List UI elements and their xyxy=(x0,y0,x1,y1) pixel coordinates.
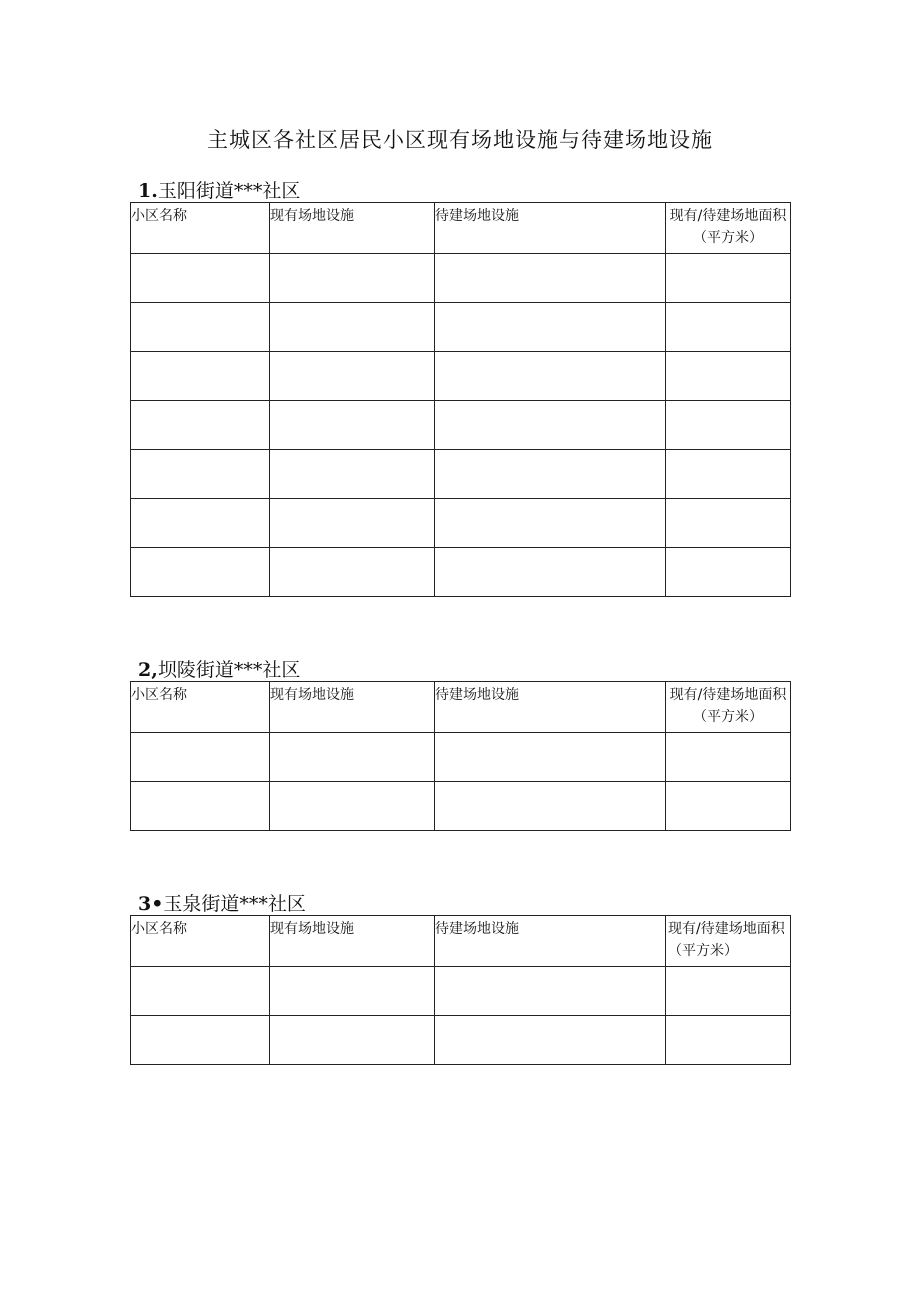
header-community-name: 小区名称 xyxy=(131,682,270,733)
cell-area[interactable] xyxy=(666,782,791,831)
table-row xyxy=(131,782,791,831)
header-existing-facilities: 现有场地设施 xyxy=(270,203,435,254)
cell-area[interactable] xyxy=(666,450,791,499)
cell-planned-facilities[interactable] xyxy=(435,733,666,782)
cell-community-name[interactable] xyxy=(131,733,270,782)
cell-existing-facilities[interactable] xyxy=(270,303,435,352)
cell-area[interactable] xyxy=(666,967,791,1016)
table-row xyxy=(131,401,791,450)
cell-planned-facilities[interactable] xyxy=(435,967,666,1016)
cell-area[interactable] xyxy=(666,303,791,352)
table-header-row xyxy=(131,682,791,733)
table-row xyxy=(131,733,791,782)
cell-existing-facilities[interactable] xyxy=(270,967,435,1016)
cell-existing-facilities[interactable] xyxy=(270,782,435,831)
cell-area[interactable] xyxy=(666,548,791,597)
cell-existing-facilities[interactable] xyxy=(270,401,435,450)
cell-area[interactable] xyxy=(666,401,791,450)
section-3-number: 3• xyxy=(138,893,164,915)
cell-existing-facilities[interactable] xyxy=(270,254,435,303)
section-2-table xyxy=(130,681,791,831)
page-title: 主城区各社区居民小区现有场地设施与待建场地设施 xyxy=(207,128,713,152)
table-header-row xyxy=(131,916,791,967)
header-planned-facilities: 待建场地设施 xyxy=(435,682,666,733)
header-area: 现有/待建场地面积（平方米） xyxy=(666,203,791,254)
cell-area[interactable] xyxy=(666,254,791,303)
section-1-table xyxy=(130,202,791,597)
header-existing-facilities: 现有场地设施 xyxy=(270,916,435,967)
section-1-heading xyxy=(138,176,300,203)
section-1-title: 玉阳街道***社区 xyxy=(157,180,301,202)
table-row xyxy=(131,548,791,597)
cell-community-name[interactable] xyxy=(131,967,270,1016)
cell-existing-facilities[interactable] xyxy=(270,450,435,499)
cell-existing-facilities[interactable] xyxy=(270,1016,435,1065)
header-area: 现有/待建场地面积（平方米） xyxy=(666,916,791,967)
section-3-title: 玉泉街道***社区 xyxy=(163,893,306,915)
header-planned-facilities: 待建场地设施 xyxy=(435,916,666,967)
cell-planned-facilities[interactable] xyxy=(435,303,666,352)
cell-area[interactable] xyxy=(666,733,791,782)
table-row xyxy=(131,450,791,499)
header-planned-facilities: 待建场地设施 xyxy=(435,203,666,254)
header-area: 现有/待建场地面积（平方米） xyxy=(666,682,791,733)
cell-planned-facilities[interactable] xyxy=(435,401,666,450)
table-row xyxy=(131,352,791,401)
cell-existing-facilities[interactable] xyxy=(270,548,435,597)
cell-planned-facilities[interactable] xyxy=(435,548,666,597)
cell-area[interactable] xyxy=(666,499,791,548)
cell-community-name[interactable] xyxy=(131,450,270,499)
cell-existing-facilities[interactable] xyxy=(270,352,435,401)
cell-planned-facilities[interactable] xyxy=(435,1016,666,1065)
cell-planned-facilities[interactable] xyxy=(435,499,666,548)
section-3-table xyxy=(130,915,791,1065)
header-existing-facilities: 现有场地设施 xyxy=(270,682,435,733)
cell-planned-facilities[interactable] xyxy=(435,450,666,499)
section-2-heading xyxy=(138,655,300,682)
cell-community-name[interactable] xyxy=(131,499,270,548)
table-row xyxy=(131,499,791,548)
cell-planned-facilities[interactable] xyxy=(435,254,666,303)
cell-planned-facilities[interactable] xyxy=(435,352,666,401)
section-1-number: 1. xyxy=(138,180,158,202)
cell-community-name[interactable] xyxy=(131,401,270,450)
cell-area[interactable] xyxy=(666,352,791,401)
table-row xyxy=(131,303,791,352)
section-2-number: 2, xyxy=(138,659,158,681)
header-community-name: 小区名称 xyxy=(131,203,270,254)
table-row xyxy=(131,1016,791,1065)
cell-planned-facilities[interactable] xyxy=(435,782,666,831)
section-2-title: 坝陵街道***社区 xyxy=(157,659,301,681)
table-row xyxy=(131,967,791,1016)
cell-community-name[interactable] xyxy=(131,254,270,303)
cell-community-name[interactable] xyxy=(131,352,270,401)
cell-existing-facilities[interactable] xyxy=(270,499,435,548)
section-3-heading xyxy=(138,889,306,916)
cell-community-name[interactable] xyxy=(131,548,270,597)
table-row xyxy=(131,254,791,303)
cell-community-name[interactable] xyxy=(131,1016,270,1065)
cell-existing-facilities[interactable] xyxy=(270,733,435,782)
cell-area[interactable] xyxy=(666,1016,791,1065)
cell-community-name[interactable] xyxy=(131,782,270,831)
cell-community-name[interactable] xyxy=(131,303,270,352)
table-header-row xyxy=(131,203,791,254)
header-community-name: 小区名称 xyxy=(131,916,270,967)
